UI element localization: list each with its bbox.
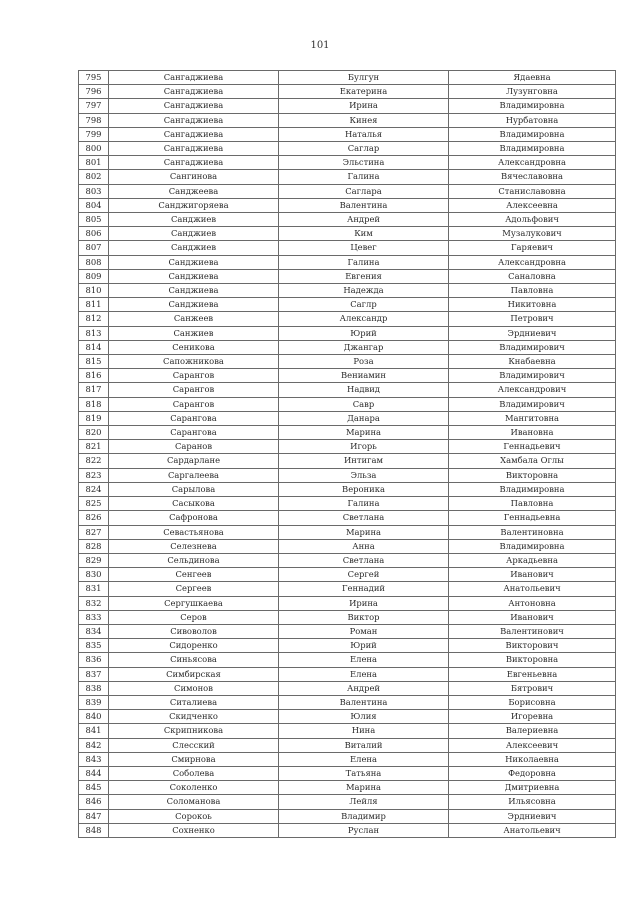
- patronymic-cell: Анатольевич: [449, 582, 616, 596]
- row-number-cell: 798: [79, 113, 109, 127]
- first-name-cell: Марина: [279, 426, 449, 440]
- row-number-cell: 820: [79, 426, 109, 440]
- table-row: [79, 553, 616, 567]
- patronymic-cell: Валентиновна: [449, 525, 616, 539]
- first-name-cell: Юрий: [279, 639, 449, 653]
- row-number-cell: 800: [79, 142, 109, 156]
- last-name-cell: Санджиева: [109, 255, 279, 269]
- table-row: [79, 809, 616, 823]
- table-row: [79, 653, 616, 667]
- row-number-cell: 841: [79, 724, 109, 738]
- last-name-cell: Сивоволов: [109, 624, 279, 638]
- row-number-cell: 801: [79, 156, 109, 170]
- table-row: [79, 312, 616, 326]
- row-number-cell: 833: [79, 610, 109, 624]
- row-number-cell: 825: [79, 497, 109, 511]
- patronymic-cell: Станиславовна: [449, 184, 616, 198]
- row-number-cell: 815: [79, 355, 109, 369]
- table-row: [79, 255, 616, 269]
- last-name-cell: Санджиев: [109, 227, 279, 241]
- row-number-cell: 832: [79, 596, 109, 610]
- row-number-cell: 817: [79, 383, 109, 397]
- row-number-cell: 813: [79, 326, 109, 340]
- last-name-cell: Синьясова: [109, 653, 279, 667]
- first-name-cell: Эльза: [279, 468, 449, 482]
- first-name-cell: Галина: [279, 497, 449, 511]
- patronymic-cell: Эрдниевич: [449, 809, 616, 823]
- first-name-cell: Вениамин: [279, 369, 449, 383]
- row-number-cell: 822: [79, 454, 109, 468]
- patronymic-cell: Алексеевна: [449, 198, 616, 212]
- last-name-cell: Санжеев: [109, 312, 279, 326]
- last-name-cell: Сельдинова: [109, 553, 279, 567]
- patronymic-cell: Владимировна: [449, 142, 616, 156]
- row-number-cell: 837: [79, 667, 109, 681]
- patronymic-cell: Александровна: [449, 156, 616, 170]
- row-number-cell: 835: [79, 639, 109, 653]
- first-name-cell: Валентина: [279, 695, 449, 709]
- first-name-cell: Наталья: [279, 127, 449, 141]
- first-name-cell: Андрей: [279, 681, 449, 695]
- patronymic-cell: Геннадьевна: [449, 511, 616, 525]
- last-name-cell: Сарангов: [109, 369, 279, 383]
- table-row: [79, 454, 616, 468]
- first-name-cell: Марина: [279, 525, 449, 539]
- patronymic-cell: Игоревна: [449, 710, 616, 724]
- table-row: [79, 99, 616, 113]
- first-name-cell: Ирина: [279, 596, 449, 610]
- table-row: [79, 284, 616, 298]
- table-row: [79, 525, 616, 539]
- last-name-cell: Сеникова: [109, 340, 279, 354]
- patronymic-cell: Ильясовна: [449, 795, 616, 809]
- row-number-cell: 807: [79, 241, 109, 255]
- table-row: [79, 198, 616, 212]
- table-row: [79, 156, 616, 170]
- first-name-cell: Марина: [279, 781, 449, 795]
- last-name-cell: Санжиев: [109, 326, 279, 340]
- patronymic-cell: Владимирович: [449, 340, 616, 354]
- first-name-cell: Ирина: [279, 99, 449, 113]
- last-name-cell: Смирнова: [109, 752, 279, 766]
- patronymic-cell: Мангитовна: [449, 411, 616, 425]
- last-name-cell: Санджигоряева: [109, 198, 279, 212]
- row-number-cell: 809: [79, 269, 109, 283]
- first-name-cell: Савр: [279, 397, 449, 411]
- first-name-cell: Ким: [279, 227, 449, 241]
- last-name-cell: Санджиев: [109, 241, 279, 255]
- table-row: [79, 738, 616, 752]
- table-row: [79, 752, 616, 766]
- table-row: [79, 610, 616, 624]
- table-row: [79, 624, 616, 638]
- table-row: [79, 823, 616, 837]
- row-number-cell: 847: [79, 809, 109, 823]
- table-row: [79, 511, 616, 525]
- last-name-cell: Санджиева: [109, 269, 279, 283]
- table-row: [79, 497, 616, 511]
- last-name-cell: Сангаджиева: [109, 85, 279, 99]
- first-name-cell: Надежда: [279, 284, 449, 298]
- last-name-cell: Сангаджиева: [109, 71, 279, 85]
- first-name-cell: Валентина: [279, 198, 449, 212]
- row-number-cell: 810: [79, 284, 109, 298]
- last-name-cell: Сидоренко: [109, 639, 279, 653]
- row-number-cell: 838: [79, 681, 109, 695]
- last-name-cell: Ситалиева: [109, 695, 279, 709]
- table-row: [79, 539, 616, 553]
- patronymic-cell: Владимировна: [449, 99, 616, 113]
- patronymic-cell: Викторович: [449, 639, 616, 653]
- row-number-cell: 829: [79, 553, 109, 567]
- last-name-cell: Селезнева: [109, 539, 279, 553]
- table-row: [79, 127, 616, 141]
- last-name-cell: Серов: [109, 610, 279, 624]
- patronymic-cell: Гаряевич: [449, 241, 616, 255]
- last-name-cell: Скрипникова: [109, 724, 279, 738]
- first-name-cell: Виталий: [279, 738, 449, 752]
- last-name-cell: Соломанова: [109, 795, 279, 809]
- first-name-cell: Елена: [279, 667, 449, 681]
- last-name-cell: Сангаджиева: [109, 127, 279, 141]
- last-name-cell: Сарангова: [109, 411, 279, 425]
- table-row: [79, 369, 616, 383]
- patronymic-cell: Музалукович: [449, 227, 616, 241]
- first-name-cell: Екатерина: [279, 85, 449, 99]
- first-name-cell: Цевег: [279, 241, 449, 255]
- patronymic-cell: Вячеславовна: [449, 170, 616, 184]
- last-name-cell: Симонов: [109, 681, 279, 695]
- row-number-cell: 814: [79, 340, 109, 354]
- row-number-cell: 826: [79, 511, 109, 525]
- patronymic-cell: Федоровна: [449, 766, 616, 780]
- first-name-cell: Сергей: [279, 568, 449, 582]
- first-name-cell: Елена: [279, 752, 449, 766]
- patronymic-cell: Бятрович: [449, 681, 616, 695]
- table-row: [79, 170, 616, 184]
- last-name-cell: Севастьянова: [109, 525, 279, 539]
- first-name-cell: Нина: [279, 724, 449, 738]
- table-row: [79, 710, 616, 724]
- last-name-cell: Сасыкова: [109, 497, 279, 511]
- patronymic-cell: Эрдниевич: [449, 326, 616, 340]
- first-name-cell: Владимир: [279, 809, 449, 823]
- first-name-cell: Саглара: [279, 184, 449, 198]
- table-row: [79, 468, 616, 482]
- row-number-cell: 804: [79, 198, 109, 212]
- first-name-cell: Лейля: [279, 795, 449, 809]
- patronymic-cell: Александрович: [449, 383, 616, 397]
- table-row: [79, 113, 616, 127]
- row-number-cell: 805: [79, 213, 109, 227]
- first-name-cell: Александр: [279, 312, 449, 326]
- last-name-cell: Сергеев: [109, 582, 279, 596]
- patronymic-cell: Владимировна: [449, 482, 616, 496]
- names-table: [78, 70, 616, 838]
- patronymic-cell: Ивановна: [449, 426, 616, 440]
- table-row: [79, 681, 616, 695]
- table-row: [79, 85, 616, 99]
- row-number-cell: 843: [79, 752, 109, 766]
- patronymic-cell: Саналовна: [449, 269, 616, 283]
- patronymic-cell: Петрович: [449, 312, 616, 326]
- last-name-cell: Соколенко: [109, 781, 279, 795]
- patronymic-cell: Викторовна: [449, 468, 616, 482]
- last-name-cell: Сарылова: [109, 482, 279, 496]
- patronymic-cell: Лузунговна: [449, 85, 616, 99]
- row-number-cell: 836: [79, 653, 109, 667]
- last-name-cell: Сарангов: [109, 383, 279, 397]
- first-name-cell: Виктор: [279, 610, 449, 624]
- table-row: [79, 639, 616, 653]
- table-row: [79, 781, 616, 795]
- first-name-cell: Галина: [279, 255, 449, 269]
- first-name-cell: Галина: [279, 170, 449, 184]
- row-number-cell: 808: [79, 255, 109, 269]
- row-number-cell: 848: [79, 823, 109, 837]
- patronymic-cell: Никитовна: [449, 298, 616, 312]
- last-name-cell: Соболева: [109, 766, 279, 780]
- patronymic-cell: Аркадьевна: [449, 553, 616, 567]
- last-name-cell: Скидченко: [109, 710, 279, 724]
- last-name-cell: Сарангов: [109, 397, 279, 411]
- last-name-cell: Саранов: [109, 440, 279, 454]
- last-name-cell: Сенгеев: [109, 568, 279, 582]
- patronymic-cell: Дмитриевна: [449, 781, 616, 795]
- first-name-cell: Кинея: [279, 113, 449, 127]
- patronymic-cell: Александровна: [449, 255, 616, 269]
- patronymic-cell: Алексеевич: [449, 738, 616, 752]
- last-name-cell: Сафронова: [109, 511, 279, 525]
- patronymic-cell: Анатольевич: [449, 823, 616, 837]
- table-row: [79, 426, 616, 440]
- first-name-cell: Елена: [279, 653, 449, 667]
- table-row: [79, 184, 616, 198]
- first-name-cell: Евгения: [279, 269, 449, 283]
- first-name-cell: Светлана: [279, 553, 449, 567]
- table-row: [79, 213, 616, 227]
- table-row: [79, 582, 616, 596]
- first-name-cell: Роза: [279, 355, 449, 369]
- last-name-cell: Слесский: [109, 738, 279, 752]
- row-number-cell: 840: [79, 710, 109, 724]
- row-number-cell: 796: [79, 85, 109, 99]
- last-name-cell: Саргалеева: [109, 468, 279, 482]
- first-name-cell: Игорь: [279, 440, 449, 454]
- table-row: [79, 795, 616, 809]
- patronymic-cell: Владимирович: [449, 397, 616, 411]
- last-name-cell: Санджиев: [109, 213, 279, 227]
- patronymic-cell: Кнабаевна: [449, 355, 616, 369]
- row-number-cell: 812: [79, 312, 109, 326]
- patronymic-cell: Борисовна: [449, 695, 616, 709]
- row-number-cell: 811: [79, 298, 109, 312]
- first-name-cell: Роман: [279, 624, 449, 638]
- first-name-cell: Юрий: [279, 326, 449, 340]
- table-row: [79, 355, 616, 369]
- patronymic-cell: Павловна: [449, 284, 616, 298]
- table-row: [79, 142, 616, 156]
- row-number-cell: 818: [79, 397, 109, 411]
- last-name-cell: Сергушкаева: [109, 596, 279, 610]
- last-name-cell: Сангаджиева: [109, 156, 279, 170]
- row-number-cell: 845: [79, 781, 109, 795]
- table-row: [79, 269, 616, 283]
- patronymic-cell: Николаевна: [449, 752, 616, 766]
- table-row: [79, 241, 616, 255]
- patronymic-cell: Адольфович: [449, 213, 616, 227]
- table-row: [79, 298, 616, 312]
- patronymic-cell: Хамбала Оглы: [449, 454, 616, 468]
- patronymic-cell: Иванович: [449, 568, 616, 582]
- last-name-cell: Санджиева: [109, 298, 279, 312]
- last-name-cell: Сардарлане: [109, 454, 279, 468]
- first-name-cell: Саглр: [279, 298, 449, 312]
- last-name-cell: Сохненко: [109, 823, 279, 837]
- first-name-cell: Андрей: [279, 213, 449, 227]
- row-number-cell: 821: [79, 440, 109, 454]
- table-row: [79, 596, 616, 610]
- patronymic-cell: Иванович: [449, 610, 616, 624]
- patronymic-cell: Ядаевна: [449, 71, 616, 85]
- first-name-cell: Анна: [279, 539, 449, 553]
- row-number-cell: 823: [79, 468, 109, 482]
- row-number-cell: 795: [79, 71, 109, 85]
- patronymic-cell: Викторовна: [449, 653, 616, 667]
- table-row: [79, 724, 616, 738]
- patronymic-cell: Павловна: [449, 497, 616, 511]
- table-row: [79, 340, 616, 354]
- first-name-cell: Геннадий: [279, 582, 449, 596]
- row-number-cell: 846: [79, 795, 109, 809]
- table-row: [79, 568, 616, 582]
- page-number: 101: [310, 40, 330, 51]
- row-number-cell: 831: [79, 582, 109, 596]
- row-number-cell: 806: [79, 227, 109, 241]
- patronymic-cell: Владимировна: [449, 539, 616, 553]
- table-row: [79, 482, 616, 496]
- last-name-cell: Сангинова: [109, 170, 279, 184]
- row-number-cell: 824: [79, 482, 109, 496]
- first-name-cell: Юлия: [279, 710, 449, 724]
- last-name-cell: Санджиева: [109, 284, 279, 298]
- first-name-cell: Саглар: [279, 142, 449, 156]
- table-row: [79, 440, 616, 454]
- row-number-cell: 827: [79, 525, 109, 539]
- table-row: [79, 326, 616, 340]
- table-row: [79, 71, 616, 85]
- first-name-cell: Джангар: [279, 340, 449, 354]
- last-name-cell: Сарангова: [109, 426, 279, 440]
- table-row: [79, 411, 616, 425]
- table-row: [79, 397, 616, 411]
- table-row: [79, 227, 616, 241]
- last-name-cell: Сангаджиева: [109, 142, 279, 156]
- first-name-cell: Вероника: [279, 482, 449, 496]
- last-name-cell: Сапожникова: [109, 355, 279, 369]
- row-number-cell: 803: [79, 184, 109, 198]
- patronymic-cell: Владимирович: [449, 369, 616, 383]
- first-name-cell: Руслан: [279, 823, 449, 837]
- row-number-cell: 830: [79, 568, 109, 582]
- table-row: [79, 766, 616, 780]
- row-number-cell: 799: [79, 127, 109, 141]
- last-name-cell: Сангаджиева: [109, 113, 279, 127]
- patronymic-cell: Нурбатовна: [449, 113, 616, 127]
- patronymic-cell: Валентинович: [449, 624, 616, 638]
- row-number-cell: 844: [79, 766, 109, 780]
- row-number-cell: 816: [79, 369, 109, 383]
- patronymic-cell: Евгеньевна: [449, 667, 616, 681]
- row-number-cell: 828: [79, 539, 109, 553]
- row-number-cell: 839: [79, 695, 109, 709]
- patronymic-cell: Владимировна: [449, 127, 616, 141]
- first-name-cell: Татьяна: [279, 766, 449, 780]
- first-name-cell: Светлана: [279, 511, 449, 525]
- last-name-cell: Сорокоь: [109, 809, 279, 823]
- patronymic-cell: Геннадьевич: [449, 440, 616, 454]
- last-name-cell: Сангаджиева: [109, 99, 279, 113]
- first-name-cell: Булгун: [279, 71, 449, 85]
- row-number-cell: 834: [79, 624, 109, 638]
- table-row: [79, 667, 616, 681]
- names-table-body: [79, 71, 616, 838]
- row-number-cell: 802: [79, 170, 109, 184]
- patronymic-cell: Антоновна: [449, 596, 616, 610]
- first-name-cell: Интигам: [279, 454, 449, 468]
- row-number-cell: 842: [79, 738, 109, 752]
- table-row: [79, 695, 616, 709]
- patronymic-cell: Валериевна: [449, 724, 616, 738]
- row-number-cell: 797: [79, 99, 109, 113]
- row-number-cell: 819: [79, 411, 109, 425]
- first-name-cell: Данара: [279, 411, 449, 425]
- table-row: [79, 383, 616, 397]
- last-name-cell: Санджеева: [109, 184, 279, 198]
- first-name-cell: Эльстина: [279, 156, 449, 170]
- first-name-cell: Надвид: [279, 383, 449, 397]
- last-name-cell: Симбирская: [109, 667, 279, 681]
